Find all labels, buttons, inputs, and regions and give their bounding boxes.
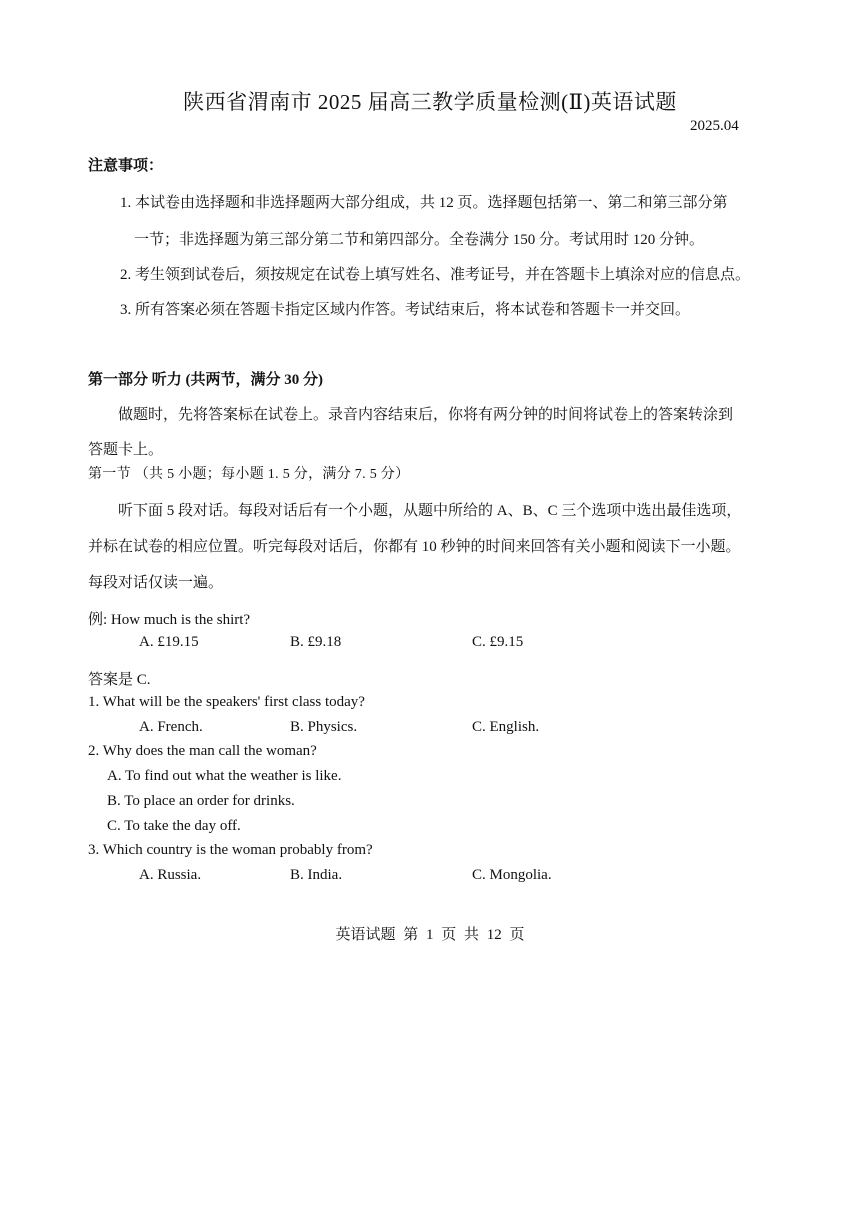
question-3-option-c: C. Mongolia. xyxy=(472,867,552,883)
question-2-option-b: B. To place an order for drinks. xyxy=(107,793,295,809)
question-2-option-c: C. To take the day off. xyxy=(107,818,241,834)
example-option-c: C. £9.15 xyxy=(472,634,524,650)
question-3-stem: 3. Which country is the woman probably from? xyxy=(88,842,373,858)
question-1-option-a: A. French. xyxy=(139,719,203,735)
example-option-a: A. £19.15 xyxy=(139,634,199,650)
notice-item-1-line-1: 1. 本试卷由选择题和非选择题两大部分组成，共 12 页。选择题包括第一、第二和第三部分第 xyxy=(120,195,728,211)
section1-instructions-line-1: 听下面 5 段对话。每段对话后有一个小题，从题中所给的 A、B、C 三个选项中选出最佳选项， xyxy=(118,503,742,519)
section1-instructions-line-3: 每段对话仅读一遍。 xyxy=(88,575,224,591)
question-3-option-b: B. India. xyxy=(290,867,343,883)
page-title: 陕西省渭南市 2025 届高三教学质量检测(Ⅱ)英语试题 xyxy=(183,90,677,114)
example-option-b: B. £9.18 xyxy=(290,634,342,650)
exam-date: 2025.04 xyxy=(690,118,739,134)
section1-heading: 第一节 （共 5 小题；每小题 1. 5 分，满分 7. 5 分） xyxy=(88,467,410,482)
part1-heading: 第一部分 听力 (共两节，满分 30 分) xyxy=(88,372,323,388)
part1-intro-line-1: 做题时，先将答案标在试卷上。录音内容结束后，你将有两分钟的时间将试卷上的答案转涂到 xyxy=(118,407,734,423)
notice-item-1-line-2: 一节；非选择题为第三部分第二节和第四部分。全卷满分 150 分。考试用时 120 分钟。 xyxy=(134,232,705,248)
part1-intro-line-2: 答题卡上。 xyxy=(88,442,164,458)
question-1-stem: 1. What will be the speakers' first class today? xyxy=(88,694,365,710)
question-3-option-a: A. Russia. xyxy=(139,867,202,883)
example-answer: 答案是 C. xyxy=(88,672,151,688)
section1-instructions-line-2: 并标在试卷的相应位置。听完每段对话后，你都有 10 秒钟的时间来回答有关小题和阅读下一小题。 xyxy=(88,539,741,555)
example-question: 例: How much is the shirt? xyxy=(88,612,251,628)
question-2-stem: 2. Why does the man call the woman? xyxy=(88,743,317,759)
question-1-option-c: C. English. xyxy=(472,719,540,735)
question-1-option-b: B. Physics. xyxy=(290,719,358,735)
question-2-option-a: A. To find out what the weather is like. xyxy=(107,768,342,784)
page-footer: 英语试题 第 1 页 共 12 页 xyxy=(335,927,525,943)
notice-item-3: 3. 所有答案必须在答题卡指定区域内作答。考试结束后，将本试卷和答题卡一并交回。 xyxy=(120,302,691,318)
notice-item-2: 2. 考生领到试卷后，须按规定在试卷上填写姓名、准考证号，并在答题卡上填涂对应的信息点。 xyxy=(120,267,751,283)
notice-heading: 注意事项： xyxy=(88,158,164,174)
